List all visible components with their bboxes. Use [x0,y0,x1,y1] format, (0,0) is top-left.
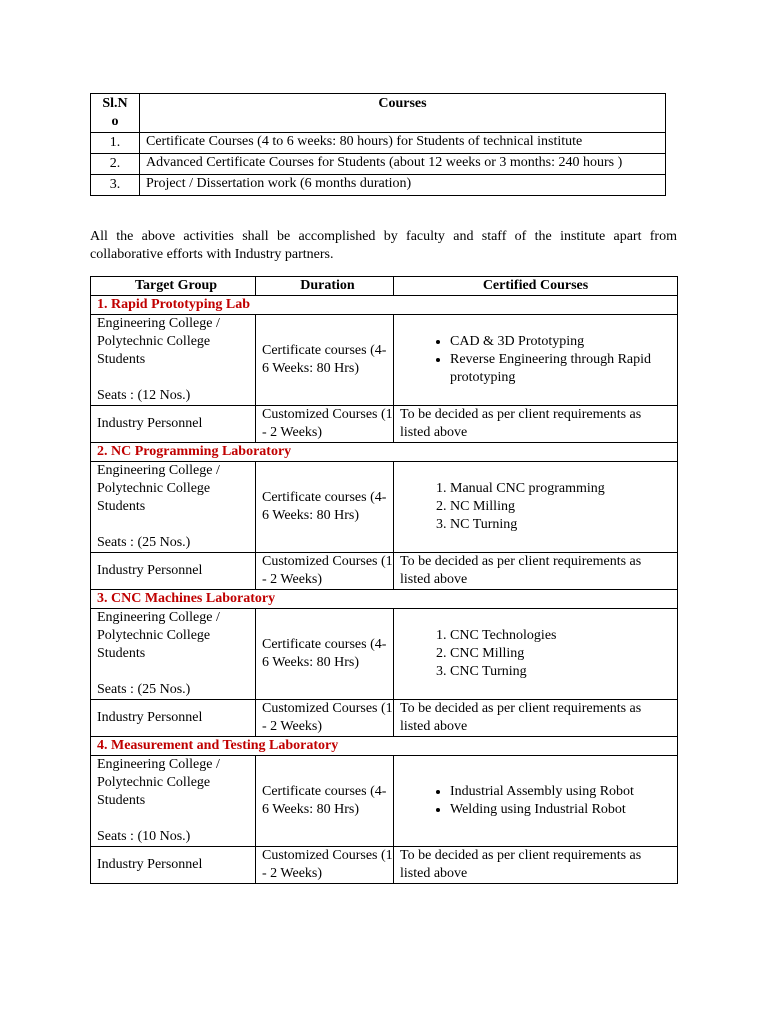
industry-target-cell: Industry Personnel [91,553,256,590]
industry-courses-cell: To be decided as per client requirements as listed above [394,553,678,590]
industry-row [91,847,678,884]
certified-courses-cell [394,315,678,406]
target-group-text: Engineering College / Polytechnic College Students [97,316,220,367]
courses-table [90,93,666,196]
course-list-item: 1. CNC Technologies [450,627,671,645]
bulleted-course-list [400,333,671,387]
target-group-header: Target Group [91,277,256,296]
seats-text: Seats : (25 Nos.) [97,535,191,550]
lab-section-title: 1. Rapid Prototyping Lab [91,296,678,315]
activities-paragraph: All the above activities shall be accomplished by faculty and staff of the institute apart from collaborative efforts with Industry partners. [90,229,677,262]
duration-cell: Certificate courses (4-6 Weeks: 80 Hrs) [256,315,394,406]
numbered-course-list [400,627,671,681]
industry-duration-cell: Customized Courses (1 - 2 Weeks) [256,700,394,737]
certificate-row [91,315,678,406]
duration-header: Duration [256,277,394,296]
certified-courses-cell [394,462,678,553]
course-name: Advanced Certificate Courses for Students (about 12 weeks or 3 months: 240 hours ) [140,154,666,175]
course-list-item: 2. NC Milling [450,498,671,516]
course-number: 2. [91,154,140,175]
slno-header-line2: o [111,114,119,129]
course-row [91,133,666,154]
course-list-item: 3. CNC Turning [450,663,671,681]
seats-text: Seats : (12 Nos.) [97,388,191,403]
industry-row [91,700,678,737]
lab-section-title: 3. CNC Machines Laboratory [91,590,678,609]
duration-cell: Certificate courses (4-6 Weeks: 80 Hrs) [256,462,394,553]
duration-cell: Certificate courses (4-6 Weeks: 80 Hrs) [256,756,394,847]
industry-target-cell: Industry Personnel [91,406,256,443]
seats-text: Seats : (10 Nos.) [97,829,191,844]
bulleted-course-list [400,783,671,819]
certified-courses-cell [394,609,678,700]
course-list-item: • Industrial Assembly using Robot [450,783,671,801]
industry-courses-cell: To be decided as per client requirements as listed above [394,847,678,884]
industry-row [91,553,678,590]
courses-header-row [91,94,666,133]
target-group-cell [91,609,256,700]
industry-courses-cell: To be decided as per client requirements as listed above [394,700,678,737]
main-header-row [91,277,678,296]
course-list-item: • Welding using Industrial Robot [450,801,671,819]
certified-courses-header: Certified Courses [394,277,678,296]
target-group-cell [91,756,256,847]
course-number: 1. [91,133,140,154]
duration-cell: Certificate courses (4-6 Weeks: 80 Hrs) [256,609,394,700]
industry-target-cell: Industry Personnel [91,700,256,737]
target-group-cell [91,315,256,406]
course-name: Certificate Courses (4 to 6 weeks: 80 hours) for Students of technical institute [140,133,666,154]
slno-header [91,94,140,133]
courses-header: Courses [140,94,666,133]
target-group-text: Engineering College / Polytechnic College Students [97,757,220,808]
course-list-item: 1. Manual CNC programming [450,480,671,498]
course-row [91,154,666,175]
lab-section-title-row [91,590,678,609]
numbered-course-list [400,480,671,534]
lab-section-title: 2. NC Programming Laboratory [91,443,678,462]
industry-courses-cell: To be decided as per client requirements as listed above [394,406,678,443]
slno-header-line1: Sl.N [102,96,128,111]
certificate-row [91,756,678,847]
lab-courses-body [91,296,678,884]
industry-duration-cell: Customized Courses (1 - 2 Weeks) [256,553,394,590]
target-group-cell [91,462,256,553]
industry-duration-cell: Customized Courses (1 - 2 Weeks) [256,406,394,443]
seats-text: Seats : (25 Nos.) [97,682,191,697]
lab-courses-table [90,276,678,884]
lab-section-title-row [91,296,678,315]
target-group-text: Engineering College / Polytechnic College Students [97,610,220,661]
lab-section-title: 4. Measurement and Testing Laboratory [91,737,678,756]
certificate-row [91,609,678,700]
industry-target-cell: Industry Personnel [91,847,256,884]
lab-section-title-row [91,443,678,462]
course-list-item: • CAD & 3D Prototyping [450,333,671,351]
course-list-item: 2. CNC Milling [450,645,671,663]
industry-duration-cell: Customized Courses (1 - 2 Weeks) [256,847,394,884]
certified-courses-cell [394,756,678,847]
course-list-item: 3. NC Turning [450,516,671,534]
course-name: Project / Dissertation work (6 months duration) [140,175,666,196]
course-number: 3. [91,175,140,196]
course-row [91,175,666,196]
lab-section-title-row [91,737,678,756]
certificate-row [91,462,678,553]
target-group-text: Engineering College / Polytechnic College Students [97,463,220,514]
industry-row [91,406,678,443]
course-list-item: • Reverse Engineering through Rapid prototyping [450,351,671,387]
